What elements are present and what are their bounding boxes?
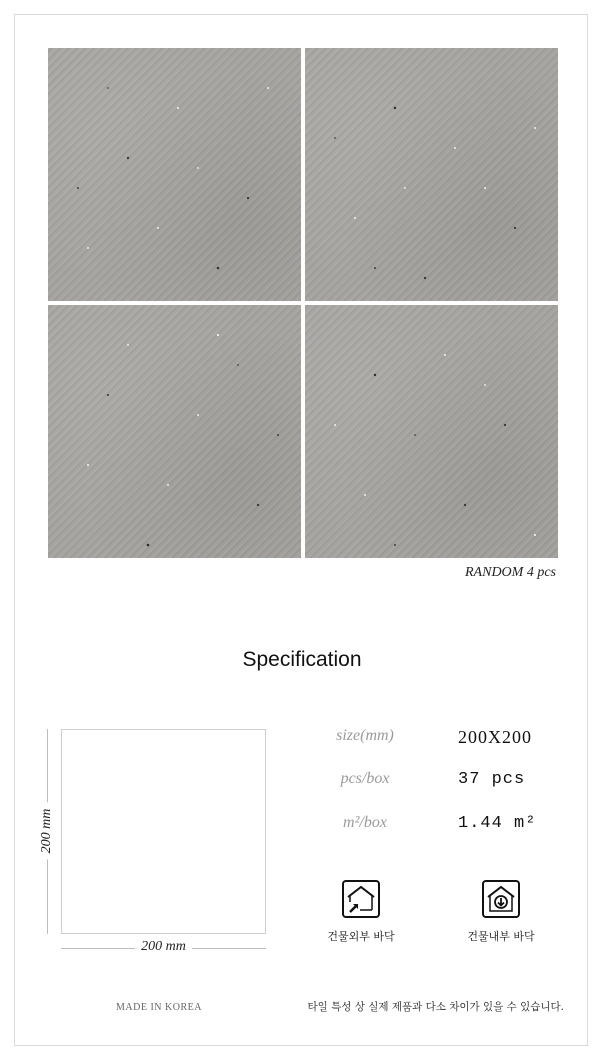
tile-speckles	[48, 48, 301, 301]
tile-image	[305, 48, 558, 301]
interior-floor-icon	[482, 880, 520, 918]
dimension-width-label	[61, 939, 266, 955]
tile-image	[48, 305, 301, 558]
dimension-height-label: 200 mm	[39, 803, 55, 860]
made-in-label: MADE IN KOREA	[116, 1002, 202, 1013]
spec-value: 200X200	[458, 727, 532, 747]
tile-image	[305, 305, 558, 558]
usage-label-exterior: 건물외부 바닥	[327, 930, 395, 943]
dimension-width-text: 200 mm	[135, 939, 192, 954]
spec-value: 1.44 m²	[458, 814, 537, 833]
spec-label: pcs/box	[340, 770, 390, 787]
exterior-floor-icon	[342, 880, 380, 918]
spec-label: m²/box	[343, 814, 387, 831]
specification-title: Specification	[242, 648, 362, 671]
tile-grid	[48, 48, 558, 558]
spec-row-pcs	[300, 770, 570, 794]
tile-caption: RANDOM 4 pcs	[465, 565, 556, 580]
tile-size-diagram	[61, 729, 266, 934]
spec-row-area	[300, 814, 570, 838]
spec-label: size(mm)	[336, 727, 394, 744]
tile-speckles	[305, 305, 558, 558]
tile-image	[48, 48, 301, 301]
spec-row-size	[300, 727, 570, 751]
disclaimer-text: 타일 특성 상 실제 제품과 다소 차이가 있을 수 있습니다.	[307, 1001, 564, 1013]
tile-speckles	[305, 48, 558, 301]
tile-speckles	[48, 305, 301, 558]
spec-value: 37 pcs	[458, 770, 526, 789]
usage-label-interior: 건물내부 바닥	[467, 930, 535, 943]
